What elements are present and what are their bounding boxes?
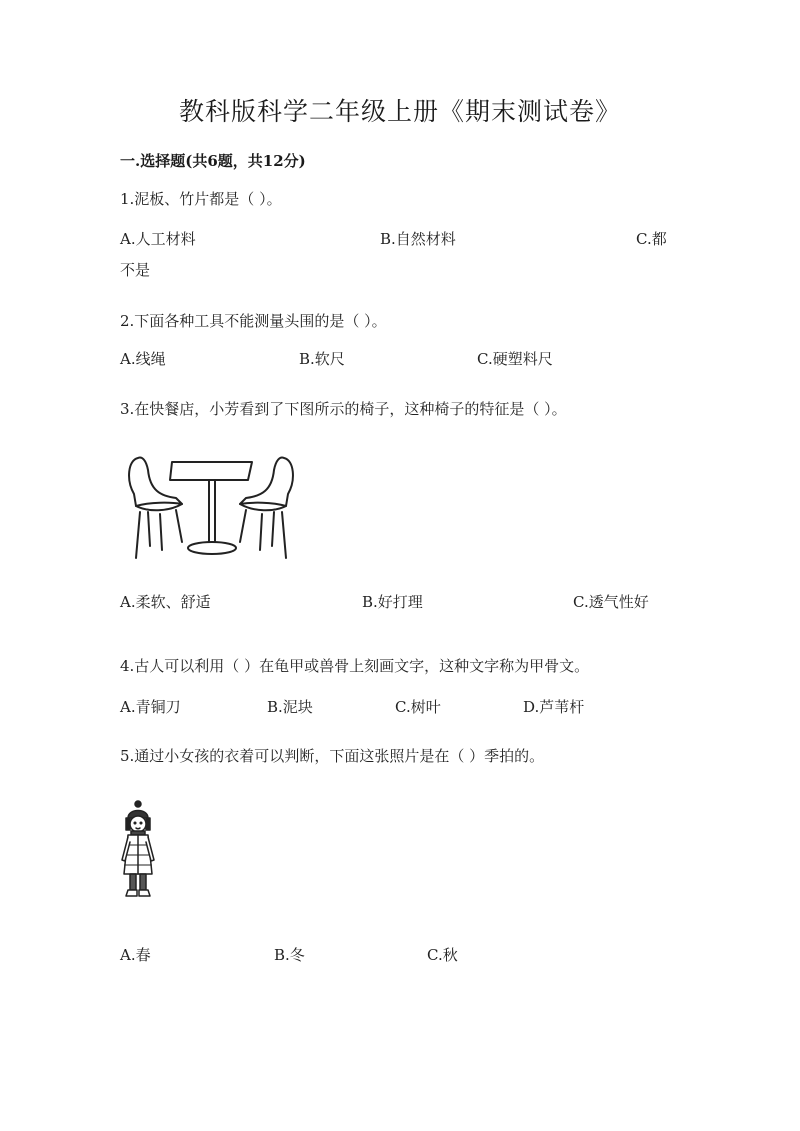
question-5-option-a: A.春	[120, 946, 151, 964]
page-title: 教科版科学二年级上册《期末测试卷》	[178, 97, 621, 126]
chairs-and-table-illustration	[120, 450, 302, 562]
question-1-option-c-continued: 不是	[120, 261, 151, 279]
question-4-option-d: D.芦苇杆	[523, 698, 585, 716]
question-5-option-b: B.冬	[274, 946, 305, 964]
section-heading: 一.选择题(共6题，共12分)	[120, 152, 306, 170]
question-3-option-a: A.柔软、舒适	[120, 593, 211, 611]
question-2-option-a: A.线绳	[120, 350, 166, 368]
question-2-stem: 2.下面各种工具不能测量头围的是（ ）。	[120, 312, 387, 330]
question-1-stem: 1.泥板、竹片都是（ ）。	[120, 190, 282, 208]
question-4-option-c: C.树叶	[395, 698, 441, 716]
question-4-stem: 4.古人可以利用（ ）在龟甲或兽骨上刻画文字，这种文字称为甲骨文。	[120, 657, 590, 675]
question-1-option-c: C.都	[636, 230, 667, 248]
question-1-option-b: B.自然材料	[380, 230, 456, 248]
question-1-option-a: A.人工材料	[120, 230, 196, 248]
question-4-option-a: A.青铜刀	[120, 698, 181, 716]
question-3-stem: 3.在快餐店，小芳看到了下图所示的椅子，这种椅子的特征是（ ）。	[120, 400, 567, 418]
question-3-option-c: C.透气性好	[573, 593, 649, 611]
girl-in-winter-coat-illustration	[118, 800, 162, 900]
question-2-option-b: B.软尺	[299, 350, 345, 368]
question-5-stem: 5.通过小女孩的衣着可以判断，下面这张照片是在（ ）季拍的。	[120, 747, 545, 765]
question-2-option-c: C.硬塑料尺	[477, 350, 553, 368]
question-3-option-b: B.好打理	[362, 593, 423, 611]
question-4-option-b: B.泥块	[267, 698, 313, 716]
question-5-option-c: C.秋	[427, 946, 458, 964]
